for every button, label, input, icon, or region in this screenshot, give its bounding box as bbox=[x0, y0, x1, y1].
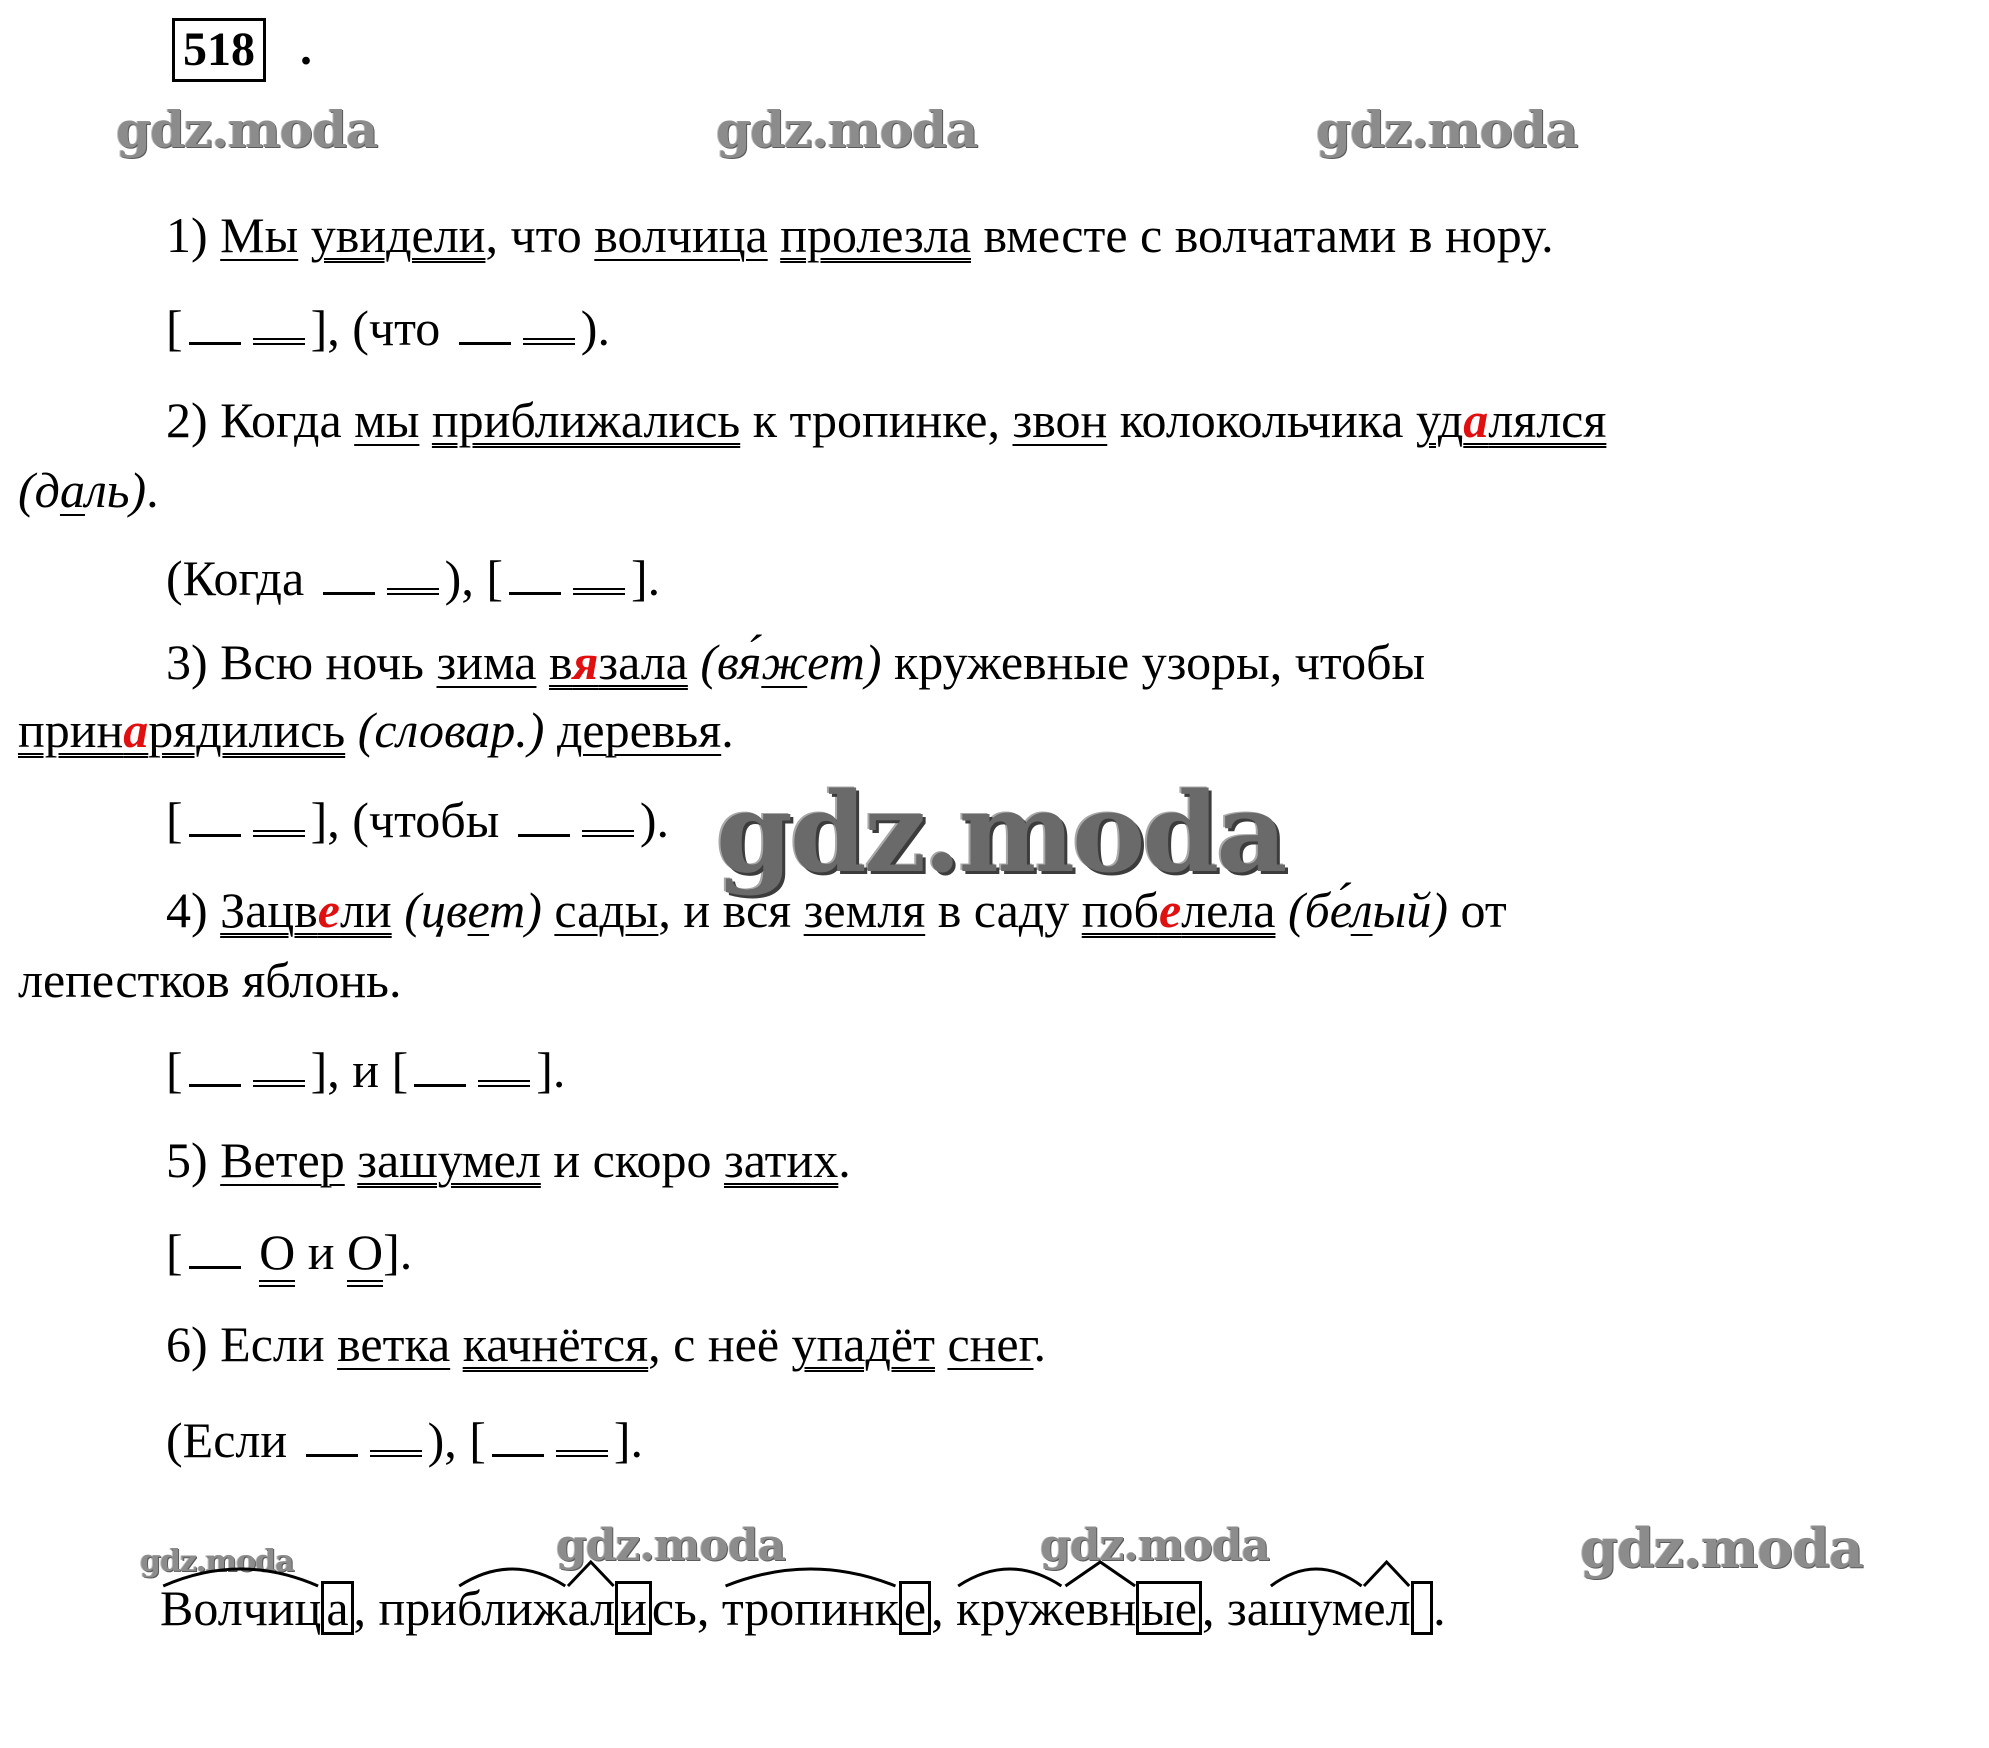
subject: зима bbox=[436, 634, 537, 690]
predicate: увидели bbox=[310, 207, 486, 263]
sentence-4-cont: лепестков яблонь. bbox=[18, 952, 402, 1008]
schema-1: [ ], (что ). bbox=[166, 300, 610, 356]
root-arc-icon bbox=[160, 1558, 321, 1588]
suffix-icon bbox=[1363, 1558, 1410, 1588]
morpheme-analysis: Волчиц а , при ближ ал и сь, тропинк е , круж евн ые , за шум ел . bbox=[160, 1578, 1446, 1668]
subject: звон bbox=[1012, 392, 1108, 448]
exercise-number-dot: . bbox=[300, 22, 312, 75]
ending-box: и bbox=[615, 1581, 652, 1635]
predicate: побелела bbox=[1081, 882, 1276, 938]
watermark: gdz.moda bbox=[556, 1520, 786, 1571]
subject: мы bbox=[354, 392, 420, 448]
watermark: gdz.moda bbox=[716, 100, 978, 159]
predicate: удалялся bbox=[1415, 392, 1607, 448]
sentence-1: 1) Мы увидели, что волчица пролезла вместе с волчатами в нору. bbox=[166, 207, 1554, 263]
root-arc-icon bbox=[722, 1558, 899, 1588]
schema-6: (Если ), [ ]. bbox=[166, 1412, 644, 1468]
subject: волчица bbox=[594, 207, 768, 263]
schema-2: (Когда ), [ ]. bbox=[166, 550, 661, 606]
word-priblizhalis: при ближ ал и сь bbox=[379, 1578, 697, 1638]
watermark: gdz.moda bbox=[140, 1544, 294, 1579]
root-arc-icon bbox=[457, 1558, 567, 1588]
predicate: вязала bbox=[548, 634, 688, 690]
suffix-icon bbox=[1064, 1558, 1137, 1588]
subject: Ветер bbox=[220, 1132, 345, 1188]
check-word: (даль). bbox=[18, 462, 159, 518]
ending-box: е bbox=[899, 1581, 931, 1635]
subject: сады bbox=[554, 882, 659, 938]
watermark: gdz.moda bbox=[1580, 1516, 1863, 1580]
predicate: Зацвели bbox=[220, 882, 392, 938]
predicate: приближались bbox=[431, 392, 741, 448]
exercise-number: 518 bbox=[172, 18, 266, 82]
sentence-3: 3) Всю ночь зима вязала (вя́жет) кружевные узоры, чтобы bbox=[166, 634, 1426, 690]
sentence-6: 6) Если ветка качнётся, с неё упадёт снег. bbox=[166, 1316, 1046, 1372]
ending-box bbox=[1411, 1581, 1434, 1635]
ending-box: а bbox=[321, 1581, 353, 1635]
root-arc-icon bbox=[956, 1558, 1064, 1588]
word-volchitsa: Волчиц bbox=[160, 1578, 321, 1638]
ending-box: ые bbox=[1136, 1581, 1202, 1635]
subject: земля bbox=[803, 882, 926, 938]
root-arc-icon bbox=[1269, 1558, 1363, 1588]
word-kruzhevnye: круж евн ые bbox=[956, 1578, 1202, 1638]
word-tropinke: тропинк bbox=[722, 1578, 899, 1638]
predicate: затих bbox=[724, 1132, 839, 1188]
predicate: принарядились bbox=[18, 702, 346, 758]
sentence-5: 5) Ветер зашумел и скоро затих. bbox=[166, 1132, 851, 1188]
subject: ветка bbox=[337, 1316, 451, 1372]
predicate: качнётся bbox=[462, 1316, 649, 1372]
sentence-4: 4) Зацвели (цвет) сады, и вся земля в саду побелела (бе́лый) от bbox=[166, 882, 1507, 938]
schema-3: [ ], (чтобы ). bbox=[166, 792, 669, 848]
schema-4: [ ], и [ ]. bbox=[166, 1042, 566, 1098]
word-zashumel: за шум ел bbox=[1227, 1578, 1433, 1638]
predicate: пролезла bbox=[780, 207, 971, 263]
subject: Мы bbox=[220, 207, 299, 263]
sentence-2: 2) Когда мы приближались к тропинке, звон колокольчика удалялся bbox=[166, 392, 1607, 448]
watermark: gdz.moda bbox=[1040, 1520, 1270, 1571]
watermark: gdz.moda bbox=[1316, 100, 1578, 159]
subject: деревья bbox=[556, 702, 722, 758]
sentence-3-cont: принарядились (словар.) деревья. bbox=[18, 702, 734, 758]
subject: снег bbox=[947, 1316, 1034, 1372]
predicate: упадёт bbox=[791, 1316, 935, 1372]
predicate: зашумел bbox=[357, 1132, 541, 1188]
schema-5: [ O и O]. bbox=[166, 1222, 412, 1282]
watermark: gdz.moda bbox=[116, 100, 378, 159]
suffix-icon bbox=[567, 1558, 615, 1588]
watermark: gdz.moda bbox=[716, 768, 1285, 897]
